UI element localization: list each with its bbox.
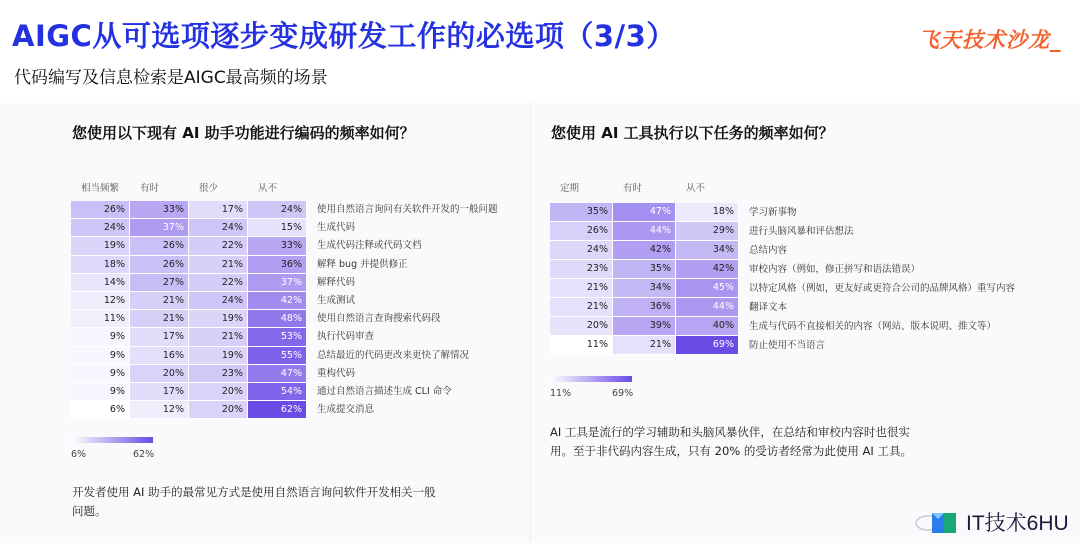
chart-2-title: 您使用 AI 工具执行以下任务的频率如何？ [551,124,834,142]
chart-1-title: 您使用以下现有 AI 助手功能进行编码的频率如何？ [72,124,415,142]
heatmap-cell: 14% [71,274,130,292]
column-header: 有时 [623,183,643,194]
heatmap-cell: 19% [189,310,248,328]
heatmap-cell: 23% [189,365,248,383]
heatmap-cell: 23% [550,260,613,279]
heatmap-cell: 26% [550,222,613,241]
scale-min-label: 11% [550,388,572,399]
row-label: 解释代码 [317,276,356,288]
row-label: 防止使用不当语言 [749,340,826,351]
scale-min-label: 6% [71,449,87,460]
heatmap-cell: 15% [248,219,307,237]
row-label: 生成提交消息 [317,404,375,416]
heatmap-cell: 18% [71,256,130,274]
heatmap-cell: 21% [550,279,613,298]
heatmap-cell: 11% [550,336,613,355]
heatmap-cell: 26% [130,237,189,255]
column-header: 很少 [199,183,219,194]
watermark-text: IT技术6HU [966,512,1069,535]
heatmap-cell: 53% [248,328,307,346]
heatmap-cell: 39% [613,317,676,336]
row-label: 总结内容 [749,245,788,256]
row-label: 生成代码注释或代码文档 [317,240,422,252]
heatmap-cell: 12% [71,292,130,310]
heatmap-cell: 9% [71,383,130,401]
heatmap-cell: 17% [130,328,189,346]
heatmap-cell: 21% [189,328,248,346]
row-label: 生成测试 [317,295,356,306]
heatmap-cell: 9% [71,347,130,365]
heatmap-cell: 22% [189,237,248,255]
heatmap-cell: 33% [130,201,189,219]
heatmap-cell: 20% [189,383,248,401]
row-label: 使用自然语言查询搜索代码段 [317,313,441,325]
column-header: 从不 [258,183,278,194]
heatmap-cell: 24% [189,292,248,310]
heatmap-cell: 44% [613,222,676,241]
column-header: 相当频繁 [81,183,120,194]
heatmap-cell: 54% [248,383,307,401]
heatmap-cell: 11% [71,310,130,328]
row-label: 审校内容（例如，修正拼写和语法错误） [749,264,921,275]
heatmap-cell: 21% [130,292,189,310]
row-label: 执行代码审查 [317,331,375,343]
heatmap-cell: 20% [189,401,248,419]
watermark-logo-icon [914,507,962,537]
scale-max-label: 62% [133,449,155,460]
heatmap-cell: 42% [613,241,676,260]
heatmap-cell: 19% [189,347,248,365]
row-label: 重构代码 [317,367,356,379]
heatmap-cell: 35% [613,260,676,279]
chart-2-note: AI 工具是流行的学习辅助和头脑风暴伙伴，在总结和审校内容时也很实用。至于非代码内容生成，只有 20% 的受访者经常为此使用 AI 工具。 [550,425,912,458]
heatmap-cell: 69% [676,336,739,355]
heatmap-cell: 6% [71,401,130,419]
heatmap-cell: 40% [676,317,739,336]
heatmap-cell: 21% [189,256,248,274]
heatmap-cell: 45% [676,279,739,298]
heatmap-cell: 27% [130,274,189,292]
heatmap-cell: 24% [71,219,130,237]
panel-divider [530,103,531,543]
heatmap-cell: 9% [71,328,130,346]
heatmap-cell: 18% [676,203,739,222]
column-header: 从不 [686,183,706,194]
heatmap-cell: 19% [71,237,130,255]
heatmap-cell: 33% [248,237,307,255]
row-label: 以特定风格（例如，更友好或更符合公司的品牌风格）重写内容 [749,283,1016,294]
heatmap-cell: 26% [71,201,130,219]
heatmap-cell: 12% [130,401,189,419]
chart-1-note: 开发者使用 AI 助手的最常见方式是使用自然语言询问软件开发相关一般问题。 [72,485,436,518]
heatmap-cell: 36% [248,256,307,274]
heatmap-cell: 35% [550,203,613,222]
heatmap-cell: 20% [550,317,613,336]
heatmap-cell: 42% [676,260,739,279]
heatmap-cell: 21% [130,310,189,328]
page-title: AIGC从可选项逐步变成研发工作的必选项（3/3） [12,19,676,53]
heatmap-cell: 22% [189,274,248,292]
heatmap-cell: 26% [130,256,189,274]
row-label: 进行头脑风暴和评估想法 [749,226,854,237]
row-label: 生成代码 [317,222,356,234]
heatmap-cell: 48% [248,310,307,328]
row-label: 翻译文本 [749,302,788,313]
heatmap-cell: 47% [248,365,307,383]
row-label: 生成与代码不直接相关的内容（网站、版本说明、推文等） [749,321,997,332]
heatmap-cell: 62% [248,401,307,419]
heatmap-cell: 34% [676,241,739,260]
heatmap-cell: 20% [130,365,189,383]
column-header: 定期 [560,183,580,194]
color-scale-bar [550,376,632,382]
row-label: 通过自然语言描述生成 CLI 命令 [317,386,452,397]
row-label: 解释 bug 并提供修正 [317,258,408,270]
watermark [914,507,1069,537]
heatmap-cell: 24% [248,201,307,219]
scale-max-label: 69% [612,388,634,399]
row-label: 学习新事物 [749,207,797,218]
heatmap-cell: 36% [613,298,676,317]
heatmap-cell: 37% [248,274,307,292]
heatmap-cell: 37% [130,219,189,237]
heatmap-cell: 9% [71,365,130,383]
heatmap-cell: 34% [613,279,676,298]
heatmap-cell: 21% [550,298,613,317]
page-subtitle: 代码编写及信息检索是AIGC最高频的场景 [14,68,328,88]
row-label: 使用自然语言询问有关软件开发的一般问题 [317,204,498,215]
brand-logo: 飞天技术沙龙_ [918,28,1062,52]
heatmap-cell: 55% [248,347,307,365]
heatmap-cell: 17% [189,201,248,219]
row-label: 总结最近的代码更改来更快了解情况 [317,349,470,361]
heatmap-cell: 17% [130,383,189,401]
column-header: 有时 [140,183,160,194]
heatmap-cell: 24% [550,241,613,260]
heatmap-cell: 44% [676,298,739,317]
heatmap-cell: 21% [613,336,676,355]
heatmap-cell: 16% [130,347,189,365]
heatmap-cell: 24% [189,219,248,237]
heatmap-cell: 47% [613,203,676,222]
heatmap-cell: 29% [676,222,739,241]
heatmap-cell: 42% [248,292,307,310]
color-scale-bar [71,437,153,443]
